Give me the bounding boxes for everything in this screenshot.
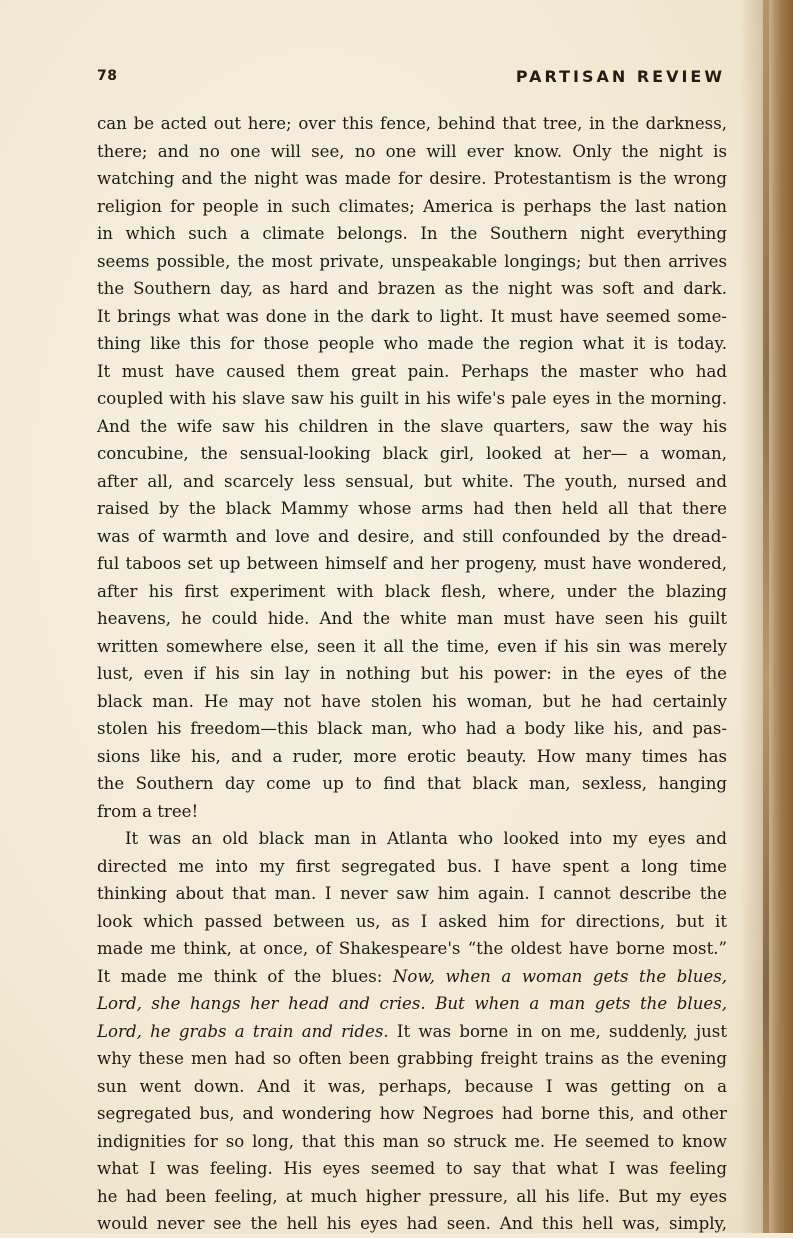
text-line — [97, 1018, 727, 1046]
text-line: lust, even if his sin lay in nothing but his power: in the eyes of the — [97, 664, 727, 683]
text-line: indignities for so long, that this man so struck me. He seemed to know — [97, 1131, 727, 1151]
text-line: It brings what was done in the dark to light. It must have seemed some- — [97, 306, 727, 326]
text-line: directed me into my first segregated bus. I have spent a long time — [97, 856, 727, 876]
text-line: stolen his freedom—this black man, who had a body like his, and pas- — [97, 719, 727, 738]
text-line: religion for people in such climates; America is perhaps the last nation — [97, 196, 727, 216]
page-number: 78 — [97, 68, 118, 84]
text-line: thinking about that man. I never saw him again. I cannot describe the — [97, 884, 727, 903]
italic-lyric: Now, when a woman gets the blues, — [392, 966, 728, 986]
text-line: segregated bus, and wondering how Negroes had borne this, and other — [97, 1104, 727, 1123]
paragraph-1 — [97, 110, 727, 825]
text-line: heavens, he could hide. And the white man must have seen his guilt — [97, 609, 727, 628]
text-line: thing like this for those people who made the region what it is today. — [97, 334, 727, 353]
text-run: It made me think of the blues: — [97, 966, 393, 986]
text-line: look which passed between us, as I asked him for directions, but it — [97, 911, 727, 931]
text-line: can be acted out here; over this fence, behind that tree, in the darkness, — [97, 114, 727, 133]
running-head: PARTISAN REVIEW — [515, 67, 725, 86]
text-line: sun went down. And it was, perhaps, because I was getting on a — [97, 1076, 727, 1096]
text-line: watching and the night was made for desire. Protestantism is the wrong — [97, 169, 727, 188]
text-line: why these men had so often been grabbing freight trains as the evening — [97, 1049, 727, 1068]
text-line: what I was feeling. His eyes seemed to say that what I was feeling — [97, 1159, 727, 1178]
text-line: And the wife saw his children in the slave quarters, saw the way his — [97, 416, 727, 436]
text-line: It was an old black man in Atlanta who looked into my eyes and — [125, 829, 727, 848]
text-line — [97, 990, 727, 1018]
text-line: would never see the hell his eyes had seen. And this hell was, simply, — [97, 1214, 727, 1233]
text-line: after his first experiment with black flesh, where, under the blazing — [97, 581, 727, 601]
text-line: seems possible, the most private, unspeakable longings; but then arrives — [97, 251, 727, 271]
text-run: It was borne in on me, suddenly, just — [388, 1021, 727, 1041]
text-line: was of warmth and love and desire, and still confounded by the dread- — [97, 526, 727, 546]
text-line: concubine, the sensual-looking black girl, looked at her— a woman, — [97, 444, 727, 463]
italic-lyric: Lord, she hangs her head and cries. But when a man gets the blues, — [97, 994, 727, 1013]
text-line: coupled with his slave saw his guilt in his wife's pale eyes in the morning. — [97, 389, 727, 408]
text-line: after all, and scarcely less sensual, but white. The youth, nursed and — [97, 471, 727, 491]
text-line: ful taboos set up between himself and her progeny, must have wondered, — [97, 554, 727, 573]
text-line: It must have caused them great pain. Perhaps the master who had — [97, 361, 727, 381]
text-line: black man. He may not have stolen his woman, but he had certainly — [97, 691, 727, 711]
book-spine-shadow — [771, 0, 793, 1233]
text-line: from a tree! — [97, 801, 199, 821]
text-line: sions like his, and a ruder, more erotic beauty. How many times has — [97, 746, 727, 766]
paragraph-2 — [97, 825, 727, 1238]
text-line: made me think, at once, of Shakespeare's “the oldest have borne most.” — [97, 939, 727, 958]
text-line: the Southern day, as hard and brazen as the night was soft and dark. — [97, 279, 727, 298]
page-header — [97, 66, 725, 88]
body-text — [97, 110, 727, 1238]
text-line: the Southern day come up to find that black man, sexless, hanging — [97, 774, 727, 793]
text-line — [97, 963, 727, 991]
text-line: there; and no one will see, no one will ever know. Only the night is — [97, 141, 727, 161]
text-line: raised by the black Mammy whose arms had then held all that there — [97, 499, 727, 518]
text-line: in which such a climate belongs. In the Southern night everything — [97, 224, 727, 243]
italic-lyric: Lord, he grabs a train and rides. — [97, 1021, 389, 1041]
text-line: he had been feeling, at much higher pressure, all his life. But my eyes — [97, 1186, 727, 1206]
text-line: written somewhere else, seen it all the time, even if his sin was merely — [97, 636, 727, 656]
book-spine-edge — [763, 0, 769, 1233]
